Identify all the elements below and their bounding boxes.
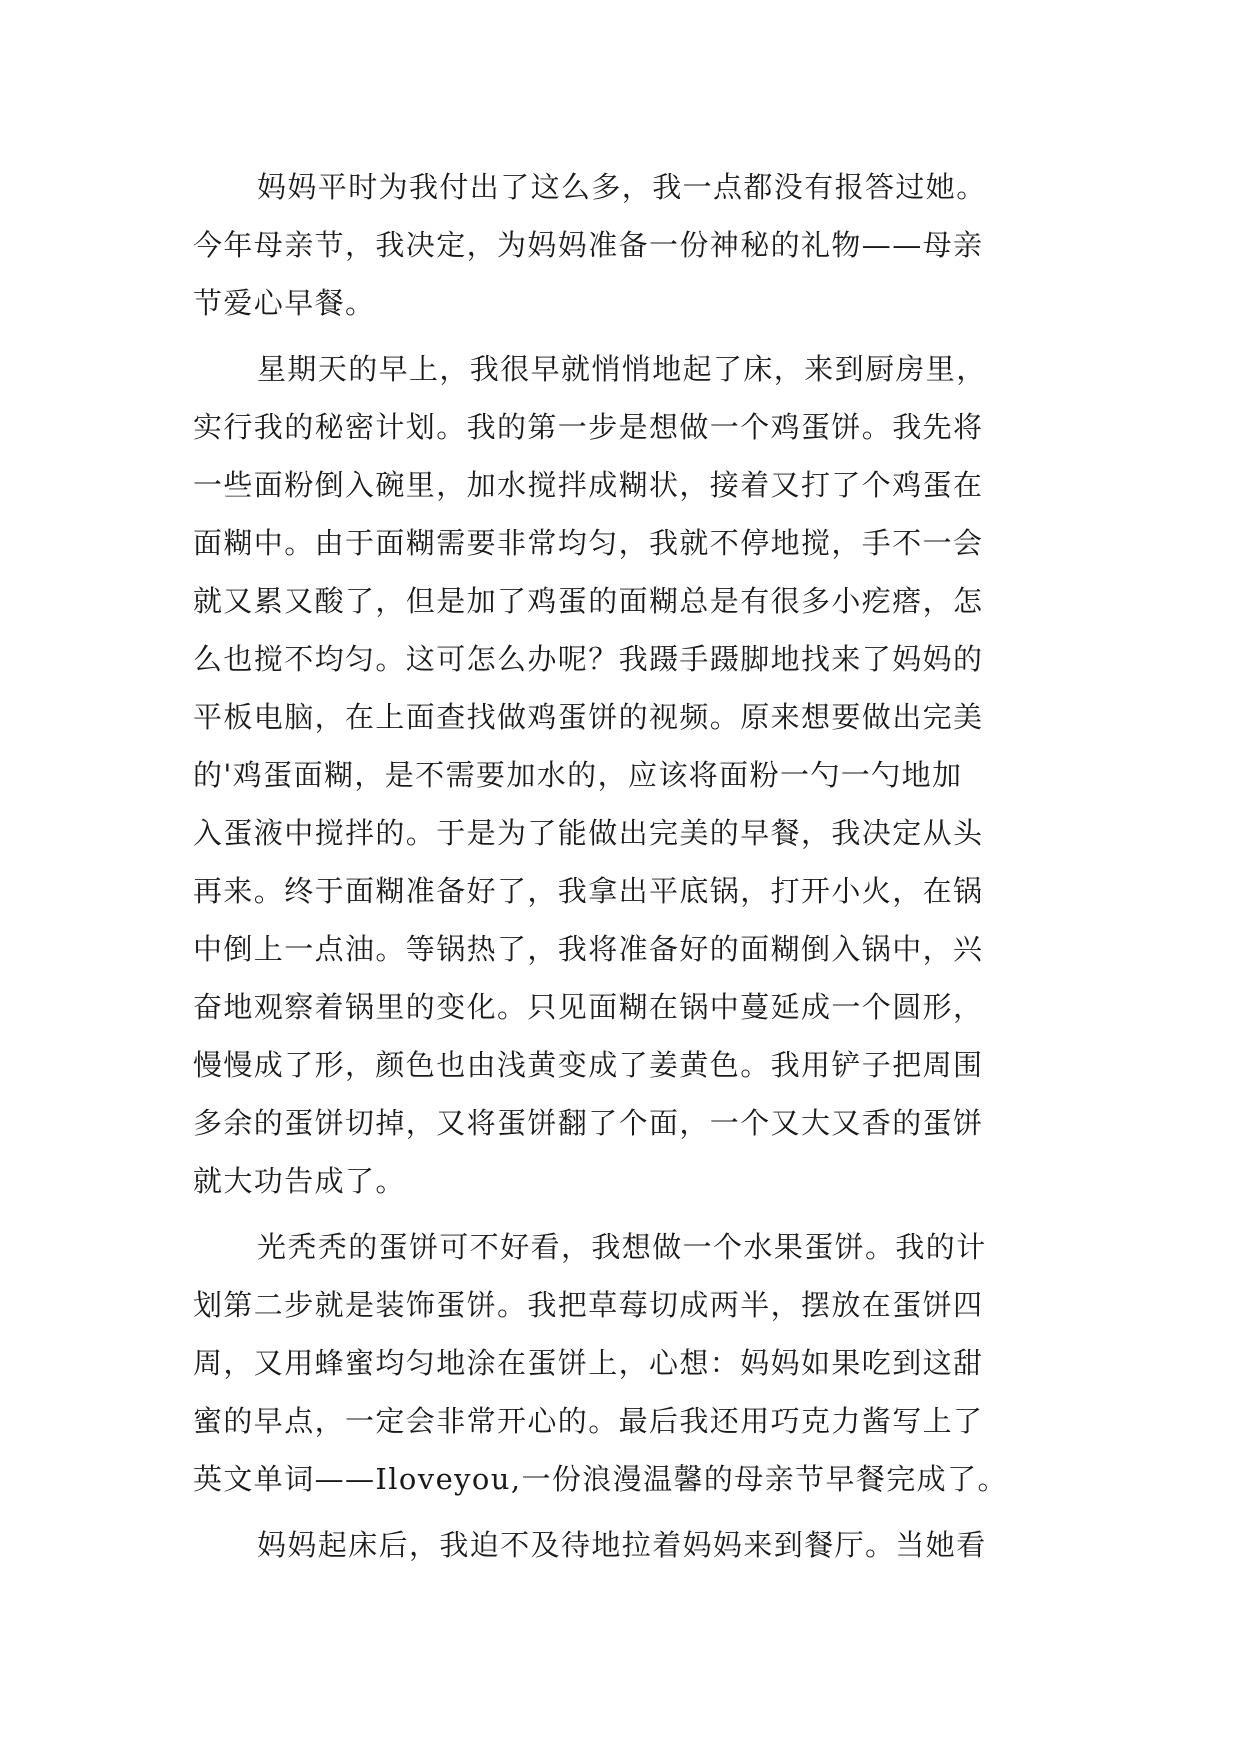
- text-line: 面糊中。由于面糊需要非常均匀，我就不停地搅，手不一会: [193, 526, 984, 560]
- body-text: [193, 158, 1053, 1574]
- text-line: 就大功告成了。: [193, 1164, 406, 1198]
- text-line: 妈妈平时为我付出了这么多，我一点都没有报答过她。: [257, 170, 987, 204]
- text-line: 奋地观察着锅里的变化。只见面糊在锅中蔓延成一个圆形，: [193, 990, 984, 1024]
- text-line: 蜜的早点，一定会非常开心的。最后我还用巧克力酱写上了: [193, 1404, 984, 1438]
- text-line: 的'鸡蛋面糊，是不需要加水的，应该将面粉一勺一勺地加: [193, 758, 963, 792]
- text-line: 节爱心早餐。: [193, 286, 376, 320]
- text-line: 妈妈起床后，我迫不及待地拉着妈妈来到餐厅。当她看: [257, 1528, 987, 1562]
- text-line: 慢慢成了形，颜色也由浅黄变成了姜黄色。我用铲子把周围: [193, 1048, 984, 1082]
- text-line: 入蛋液中搅拌的。于是为了能做出完美的早餐，我决定从头: [193, 816, 984, 850]
- text-line: 今年母亲节，我决定，为妈妈准备一份神秘的礼物——母亲: [193, 228, 984, 262]
- paragraph-gap: [193, 1210, 1053, 1218]
- text-line: 英文单词——Iloveyou,一份浪漫温馨的母亲节早餐完成了。: [193, 1462, 1008, 1496]
- text-line: 么也搅不均匀。这可怎么办呢？我蹑手蹑脚地找来了妈妈的: [193, 642, 984, 676]
- text-line: 实行我的秘密计划。我的第一步是想做一个鸡蛋饼。我先将: [193, 410, 984, 444]
- text-line: 多余的蛋饼切掉，又将蛋饼翻了个面，一个又大又香的蛋饼: [193, 1106, 984, 1140]
- text-line: 周，又用蜂蜜均匀地涂在蛋饼上，心想：妈妈如果吃到这甜: [193, 1346, 984, 1380]
- text-line: 划第二步就是装饰蛋饼。我把草莓切成两半，摆放在蛋饼四: [193, 1288, 984, 1322]
- text-line: 再来。终于面糊准备好了，我拿出平底锅，打开小火，在锅: [193, 874, 984, 908]
- paragraph-gap: [193, 332, 1053, 340]
- text-line: 中倒上一点油。等锅热了，我将准备好的面糊倒入锅中，兴: [193, 932, 984, 966]
- text-line: 就又累又酸了，但是加了鸡蛋的面糊总是有很多小疙瘩，怎: [193, 584, 984, 618]
- paragraph-gap: [193, 1508, 1053, 1516]
- text-line: 星期天的早上，我很早就悄悄地起了床，来到厨房里，: [257, 352, 987, 386]
- text-line: 一些面粉倒入碗里，加水搅拌成糊状，接着又打了个鸡蛋在: [193, 468, 984, 502]
- text-line: 平板电脑，在上面查找做鸡蛋饼的视频。原来想要做出完美: [193, 700, 984, 734]
- text-line: 光秃秃的蛋饼可不好看，我想做一个水果蛋饼。我的计: [257, 1230, 987, 1264]
